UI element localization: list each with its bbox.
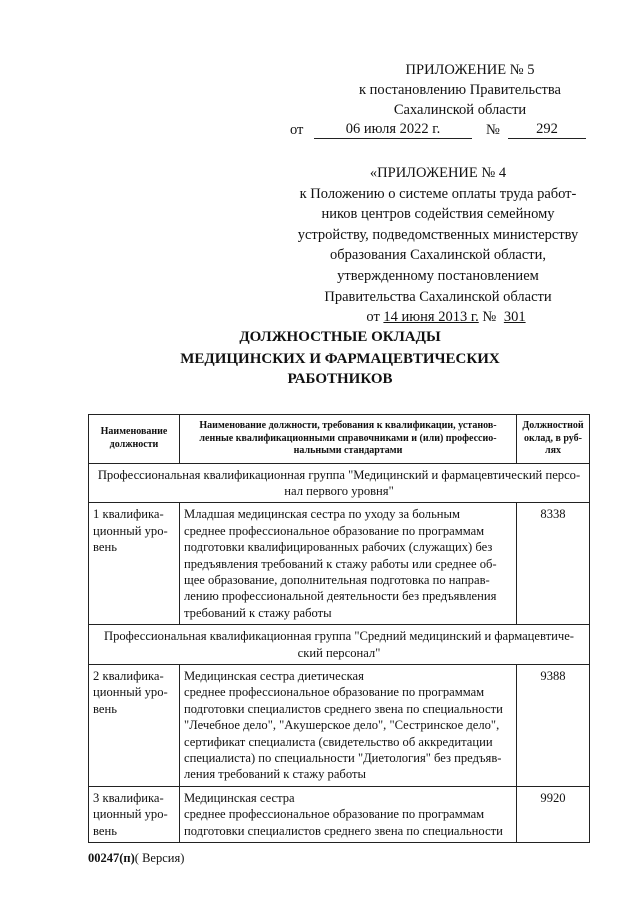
appendix-5-block [290, 60, 590, 140]
title-line-1: ДОЛЖНОСТНЫЕ ОКЛАДЫ [239, 329, 441, 345]
page-title [130, 327, 550, 389]
position-requirements [180, 786, 517, 842]
salary-table [88, 414, 590, 843]
appendix-4-line-5: утвержденному постановлением [337, 267, 539, 284]
qualification-level: 1 квалифика-ционный уро-вень [89, 503, 180, 625]
appendix-4-line-2: ников центров содействия семейному [321, 206, 555, 223]
regulation-date: 14 июня 2013 г. [383, 309, 479, 326]
resolution-date: 06 июля 2022 г. [314, 120, 472, 139]
appendix-4-line-6: Правительства Сахалинской области [324, 288, 552, 305]
group-title-1: Профессиональная квалификационная группа "Медицинский и фармацевтический персо-нал первого уровня" [89, 463, 590, 503]
salary-value: 9388 [517, 664, 590, 786]
title-line-3: РАБОТНИКОВ [287, 371, 393, 387]
appendix-4-block [283, 163, 593, 328]
title-line-2: МЕДИЦИНСКИХ И ФАРМАЦЕВТИЧЕСКИХ [180, 351, 500, 367]
regulation-number: 301 [503, 309, 526, 326]
salary-value: 8338 [517, 503, 590, 625]
qualification-level: 3 квалифика-ционный уро-вень [89, 786, 180, 842]
number-prefix: № [482, 309, 497, 326]
appendix-4-line-1: к Положению о системе оплаты труда работ- [299, 185, 577, 202]
date-prefix: от [366, 309, 380, 326]
requirements-text: среднее профессиональное образование по программам подготовки специалистов среднего звена по специальности "Лечебное дело", "Акушерское дело", "Сестринское дело", сертификат специалиста (свидетельство об аккредитации специалиста) по специальности "Диетология" без предъяв-ления требований к стажу работы [184, 685, 503, 782]
document-version: ( Версия) [134, 851, 185, 865]
appendix-4-line-3: устройству, подведомственных министерству [297, 226, 579, 243]
requirements-text: среднее профессиональное образование по программам подготовки специалистов среднего звена по специальности [184, 807, 503, 838]
position-requirements [180, 664, 517, 786]
table-header-row [89, 415, 590, 464]
appendix-4-line-4: образования Сахалинской области, [329, 247, 547, 264]
appendix-5-date-line [290, 120, 590, 140]
number-prefix: № [486, 122, 500, 138]
resolution-number: 292 [508, 120, 586, 139]
position-name: Медицинская сестра [184, 790, 295, 805]
salary-value: 9920 [517, 786, 590, 842]
document-code: 00247(п) [88, 851, 135, 865]
appendix-4-title: «ПРИЛОЖЕНИЕ № 4 [369, 165, 507, 181]
group-title-2: Профессиональная квалификационная группа "Средний медицинский и фармацевтиче-ский персонал" [89, 625, 590, 665]
qualification-level: 2 квалифика-ционный уро-вень [89, 664, 180, 786]
appendix-5-title: ПРИЛОЖЕНИЕ № 5 [405, 62, 535, 78]
header-position: Наименование должности [89, 415, 180, 464]
date-prefix: от [290, 122, 304, 138]
appendix-4-date-line [283, 307, 593, 328]
table-row [89, 664, 590, 786]
table-row [89, 786, 590, 842]
table-group-row [89, 625, 590, 665]
position-requirements [180, 503, 517, 625]
header-salary: Должностной оклад, в руб-лях [517, 415, 590, 464]
table-row [89, 503, 590, 625]
position-name: Младшая медицинская сестра по уходу за больным [184, 507, 460, 522]
table-group-row [89, 463, 590, 503]
appendix-5-line-1: к постановлению Правительства [359, 82, 561, 98]
document-footer [88, 851, 184, 866]
appendix-5-line-2: Сахалинской области [393, 102, 527, 118]
requirements-text: среднее профессиональное образование по программам подготовки квалифицированных рабочих (служащих) без предъявления требований к стажу работы или среднее об-щее образование, дополнительная подготовка по направ-лению профессиональной деятельности без предъявления требований к стажу работы [184, 523, 497, 620]
header-requirements: Наименование должности, требования к квалификации, установ-ленные квалификационными справочниками и (или) профессио-нальными стандартами [180, 415, 517, 464]
position-name: Медицинская сестра диетическая [184, 668, 364, 683]
